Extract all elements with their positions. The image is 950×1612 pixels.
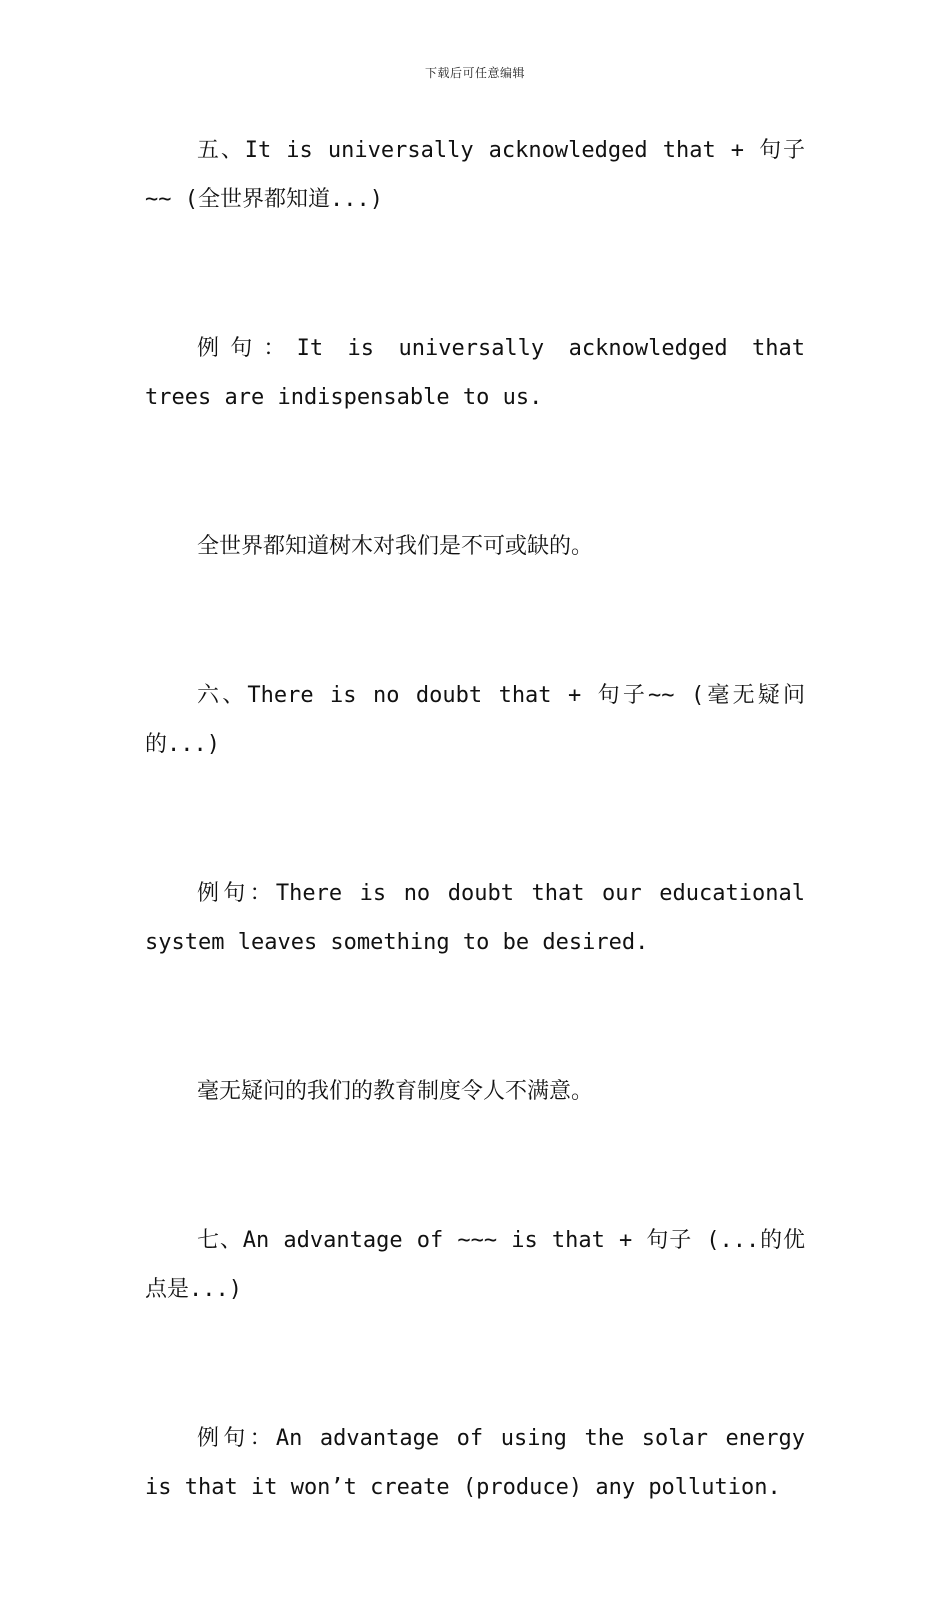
section-six-example: 例句：There is no doubt that our educational system leaves something to be desired. [145, 881, 805, 955]
section-five-example: 例句：It is universally acknowledged that trees are indispensable to us. [145, 336, 805, 410]
section-six-heading: 六、There is no doubt that + 句子~~ (毫无疑问的...) [145, 683, 805, 757]
section-six-translation: 毫无疑问的我们的教育制度令人不满意。 [197, 1079, 594, 1104]
section-seven-example: 例句：An advantage of using the solar energy is that it won’t create (produce) any pollution. [145, 1426, 805, 1500]
page-header: 下载后可任意编辑 [424, 66, 525, 80]
section-five-translation: 全世界都知道树木对我们是不可或缺的。 [197, 534, 594, 559]
section-five-heading: 五、It is universally acknowledged that + 句子~~ (全世界都知道...) [145, 138, 805, 212]
document-body [145, 126, 805, 1612]
section-seven-heading: 七、An advantage of ~~~ is that + 句子 (...的优点是...) [145, 1228, 805, 1302]
